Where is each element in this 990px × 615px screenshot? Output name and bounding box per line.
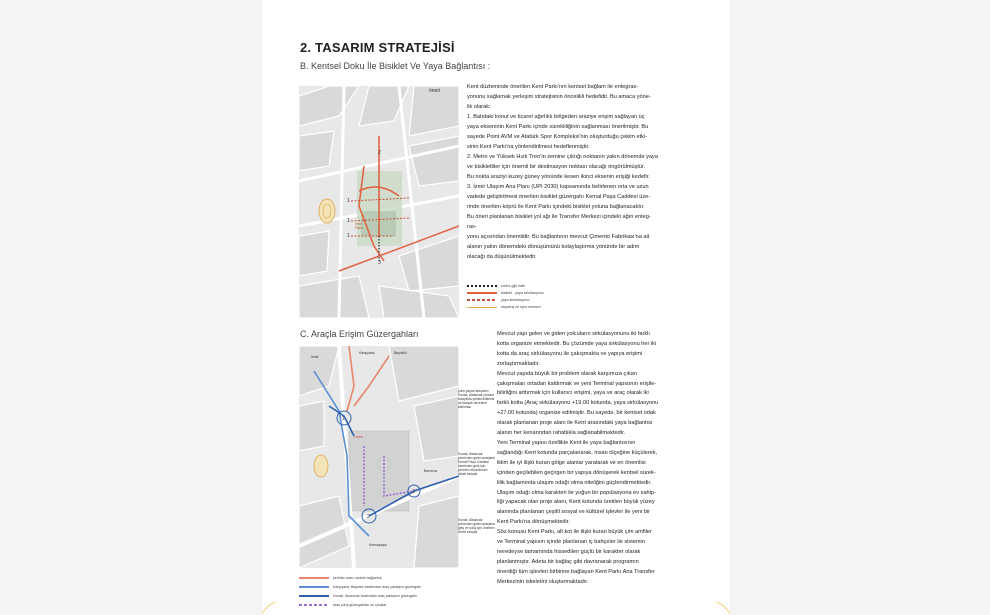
text-line: yonunu sağlamak yerleşim stratejisinin öncelikli hedefidir. Bu amaca yöne- bbox=[467, 94, 651, 100]
text-line: iklim ile iyi ilişki kuran gölge alanlar yaratarak ve en önemlisi bbox=[497, 459, 646, 466]
text-line: Kent düzleminde önerilen Kent Parkı'nın kentsel bağlam ile entegras- bbox=[467, 84, 639, 90]
text-line: içinden geçilebilen geçirgen bir yapıya dönüşerek kentsel sürek- bbox=[497, 469, 656, 476]
text-line: alanın yakın dönemdeki dönüşümünü kolaylaştırma yönünde bir adım bbox=[467, 244, 640, 250]
text-line: lik olarak: bbox=[467, 104, 491, 110]
text-line: alanın her kenarından rahatlıkla sağlanabilmektedir. bbox=[497, 430, 626, 437]
svg-text:3: 3 bbox=[378, 260, 381, 266]
svg-text:2: 2 bbox=[378, 150, 381, 156]
svg-text:Bornova: Bornova bbox=[424, 469, 438, 473]
map2-annotation-2: Konak, Alsancak yönünden gelen araçların Kemal Paşa Caddesi üzerinden giriş için yeniden düzenlenen dönel kavşak bbox=[458, 452, 496, 476]
legend-item: Konak, Alsancak tarafından araç yaklaşım güzergahı bbox=[299, 594, 417, 598]
legend-item: metro-yğh hattı bbox=[467, 284, 525, 288]
text-line: Merkezinin iskeletini oluşturmaktadır. bbox=[497, 578, 589, 585]
text-line: ve Terminal yapısın içinde planlanan iç bahçeler ile sistemin bbox=[497, 539, 645, 546]
svg-text:Kemalpaşa: Kemalpaşa bbox=[369, 543, 387, 547]
svg-text:1: 1 bbox=[347, 218, 350, 224]
section-b-text bbox=[467, 82, 695, 262]
page-heading: 2. TASARIM STRATEJİSİ bbox=[300, 40, 455, 55]
legend-item: alışveriş ve spor merkezi bbox=[467, 305, 541, 309]
text-line: önerdiği tüm işlevleri birbirine bağlayan Kent Parkı Ana Transfer bbox=[497, 568, 655, 575]
text-line: kotta da araç sirkülasyonu ile çakışmakta ve yapıya erişimi bbox=[497, 350, 643, 357]
text-line: Kent Parkı'na dönüşmektedir. bbox=[497, 519, 570, 526]
text-line: 1. Batıdaki konut ve ticaret ağırlıklı bölgeden araziye erişim sağlayan üç bbox=[467, 114, 645, 120]
text-line: kotta organize etmektedir. Bu çözümde yaya sirkülasyonu her iki bbox=[497, 340, 657, 347]
text-line: planlanmıştır. Adeta bir bağlaç gibi davranarak programın bbox=[497, 558, 639, 565]
text-line: sayede Point AVM ve Atatürk Spor Kompleksi'nin oluşturduğu çekim etki- bbox=[467, 134, 648, 140]
svg-text:i-kent: i-kent bbox=[354, 435, 363, 439]
text-line: neredeyse tamamında hissedilen güçlü bir karakter olarak bbox=[497, 548, 641, 555]
text-line: bilirliğini arttırmak için kullanıcı erişimi, yaya ve araç olarak iki bbox=[497, 390, 649, 397]
text-line: lilik bağlamında ulaşım odağı olma niteliğini güçlendirmektedir. bbox=[497, 479, 652, 486]
text-line: Mevcut yapı gelen ve giden yolcuların sirkülasyonunu iki farklı bbox=[497, 331, 650, 337]
legend-item: araç çıkış güzergahları ve çıkışlar bbox=[299, 603, 387, 607]
map2-legend bbox=[299, 576, 469, 612]
map2-annotation-1: çıkış yapan araçların Konak, Alsancak yönüne kolaylıkla yönlendirilmesi ve kavşak düzenine katılması bbox=[458, 389, 495, 409]
text-line: alanında planlanan çeşitli sosyal ve kültürel işlevler ile yeni bir bbox=[497, 509, 650, 516]
section-c-title: C. Araçla Erişim Güzergahları bbox=[300, 329, 419, 339]
text-line: 3. İzmir Ulaşım Ana Planı (UPI 2030) kapsamında belirlenen orta ve uzun bbox=[467, 184, 649, 190]
text-line: liği yapacak olan proje alanı, Kent kotunda üretilen büyük yüzey bbox=[497, 499, 655, 506]
text-line: olacağı da düşünülmektedir. bbox=[467, 254, 537, 260]
text-line: Bu nokta araziyi kuzey güney yönünde kesen ikinci eksenin erişiği kedefir. bbox=[467, 174, 650, 180]
map2-annotation-3: Konak, Alsancak yönünden gelen araçların giriş ve çıkış için önerilen dönel kavşak bbox=[458, 518, 496, 534]
vehicle-access-map bbox=[299, 346, 459, 568]
svg-text:Karşıyaka: Karşıyaka bbox=[359, 351, 375, 355]
legend-item: yaya sirkülasyonu bbox=[467, 298, 530, 302]
svg-text:Bayraklı: Bayraklı bbox=[394, 351, 407, 355]
text-line: rinde önerilen köprü ile Kent Parkı içindeki bisiklet yoluna bağlanacaktır. bbox=[467, 204, 645, 210]
text-line: Yeni Terminal yapısı özellikle Kent ile yaya bağlantısının bbox=[497, 439, 636, 446]
text-line: farklı kotta (Araç sirkülasyonu +19.00 kotunda, yaya sirkülasyonu bbox=[497, 400, 659, 407]
legend-item: bisiklet - yaya sirkülasyonu bbox=[467, 291, 544, 295]
text-line: yaya ekseninin Kent Parkı içinde sürekliliğinin sağlanması önerilmiştir. Bu bbox=[467, 124, 649, 130]
text-line: Söz konusu Kent Parkı, alt kot ile ilişki kuran büyük çim amfiler bbox=[497, 529, 652, 536]
text-line: Ulaşım odağı olma karakteri ile yoğun bir popülasyona ev sahip- bbox=[497, 489, 656, 496]
svg-text:Parkı: Parkı bbox=[355, 226, 364, 230]
section-c-text bbox=[497, 330, 693, 588]
text-line: zorlaştırmaktadır. bbox=[497, 360, 540, 367]
text-line: olarak planlanan proje alanı ile Kent arasındaki yaya bağlantısı bbox=[497, 420, 653, 427]
svg-text:1: 1 bbox=[347, 233, 350, 239]
text-line: Bu öneri planlanan bisiklet yol ağı ile Transfer Merkezi içindeki ağın enteg- bbox=[467, 214, 651, 220]
text-line: 2. Metro ve Yüksek Hızlı Tren'in zemine çıktığı noktanın yakın dönemde yaya bbox=[467, 154, 658, 160]
text-line: vadede geliştirilmesi önerilen bisiklet güzergahı Kemal Paşa Caddesi üze- bbox=[467, 194, 651, 200]
text-line: sağlandığı Kent kotunda parçalanarak, insan ölçeğine küçülerek, bbox=[497, 449, 658, 456]
svg-text:1: 1 bbox=[347, 198, 350, 204]
legend-item: Karşıyaka, Bayraklı tarafından araç yaklaşım güzergahı bbox=[299, 585, 421, 589]
svg-text:öneri: öneri bbox=[429, 88, 441, 94]
svg-text:3: 3 bbox=[412, 489, 415, 495]
svg-text:İzmir: İzmir bbox=[311, 355, 319, 359]
section-b-title: B. Kentsel Doku İle Bisiklet Ve Yaya Bağlantısı : bbox=[300, 61, 491, 71]
svg-text:Kent: Kent bbox=[355, 222, 363, 226]
text-line: +27.00 kotunda) organize edilmiştir. Bu sayede, bir kentsel odak bbox=[497, 410, 656, 417]
text-line: yonu açısından önemlidir. Bu bağlantının mevcut Çimento Fabrikası'na ait bbox=[467, 234, 650, 240]
text-line: Mevcut yapıda büyük bir problem olarak karşımıza çıkan bbox=[497, 370, 637, 377]
bicycle-pedestrian-map bbox=[299, 86, 459, 318]
svg-text:2: 2 bbox=[367, 514, 370, 520]
text-line: ras- bbox=[467, 224, 477, 230]
text-line: ve bisikletliler için önemli bir destinasyon noktası olacağı öngörülmüştür. bbox=[467, 164, 646, 170]
svg-text:1: 1 bbox=[342, 416, 345, 422]
text-line: çakışmaları ortadan kaldırmak ve yeni Terminal yapısının erişile- bbox=[497, 380, 657, 387]
text-line: sinin Kent Parkı'na yönlendirilmesi hedeflenmiştir. bbox=[467, 144, 590, 150]
legend-item: şehirler arası otobüs bağlantısı bbox=[299, 576, 382, 580]
